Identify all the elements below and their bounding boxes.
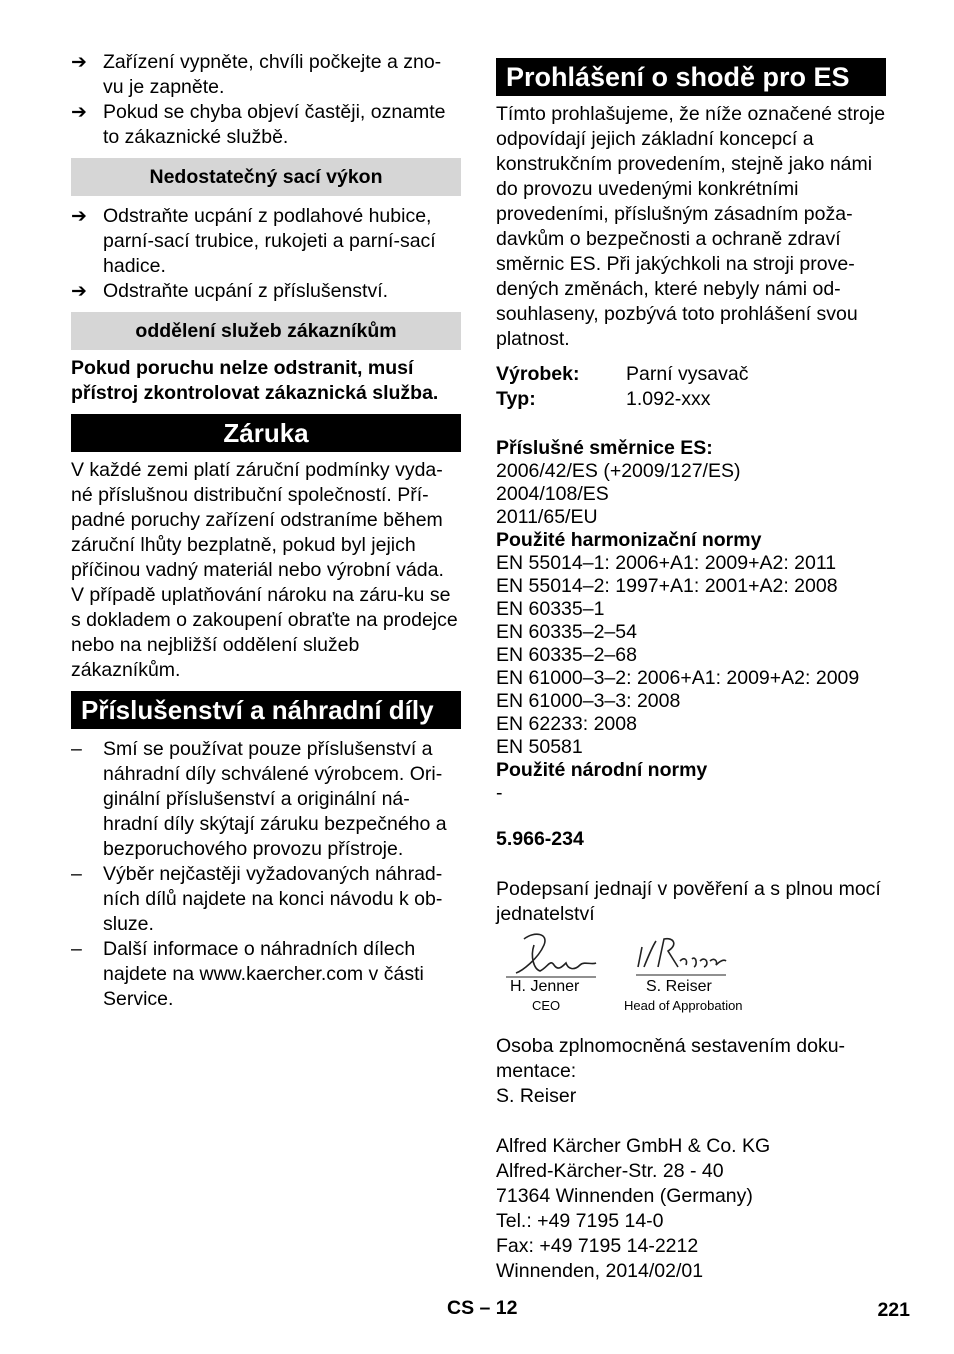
type-label: Typ: — [496, 388, 536, 410]
section-heading-declaration: Prohlášení o shodě pro ES — [496, 58, 886, 96]
section-heading-suction: Nedostatečný sací výkon — [71, 158, 461, 196]
directives-title: Příslušné směrnice ES: — [496, 437, 713, 459]
warranty-text: V každé zemi platí záruční podmínky vyda-né příslušnou distribuční společností. Pří-padné poruchy zařízení odstraníme během záruční lhůty bezplatně, pokud byl jejich příčinou vadný materiál nebo výrobní váda. V případě uplatňování nároku na záru-ku se s dokladem o zakoupení obraťte na prodejce nebo na nejbližší oddělení služeb zákazníkům. — [71, 459, 458, 681]
directive-item: 2006/42/ES (+2009/127/ES) — [496, 460, 741, 482]
list-item: ➔ Pokud se chyba objeví častěji, oznamte to zákaznické službě. — [71, 101, 446, 148]
signature-jenner — [504, 931, 599, 981]
harmonized-item: EN 55014–2: 1997+A1: 2001+A2: 2008 — [496, 575, 838, 597]
dash-icon: – — [71, 938, 82, 960]
section-heading-parts: Příslušenství a náhradní díly — [71, 691, 461, 729]
product-label: Výrobek: — [496, 363, 580, 385]
right-column — [496, 58, 886, 1284]
national-title: Použité národní normy — [496, 759, 708, 781]
harmonized-item: EN 61000–3–2: 2006+A1: 2009+A2: 2009 — [496, 667, 860, 689]
list-item: – Smí se používat pouze příslušenství a náhradní díly schválené výrobcem. Ori-ginální příslušenství a originální ná-hradní díly skýtají záruku bezpečného a bezporuchového provozu přístroje. — [71, 738, 447, 860]
footer-language-code: CS – 12 — [447, 1297, 518, 1319]
company-line: Winnenden, 2014/02/01 — [496, 1260, 704, 1282]
company-line: 71364 Winnenden (Germany) — [496, 1185, 753, 1207]
signer2-name: S. Reiser — [646, 978, 712, 995]
company-line: Fax: +49 7195 14-2212 — [496, 1235, 699, 1257]
type-value: 1.092-xxx — [626, 388, 711, 410]
footer-page-number: 221 — [877, 1299, 910, 1321]
list-item: – Výběr nejčastěji vyžadovaných náhrad-ních dílů najdete na konci návodu k ob-sluze. — [71, 863, 443, 935]
doc-number: 5.966-234 — [496, 828, 584, 850]
directive-item: 2011/65/EU — [496, 506, 598, 528]
left-column — [71, 50, 461, 1012]
section-heading-service: oddělení služeb zákazníkům — [71, 312, 461, 350]
product-row — [496, 362, 886, 387]
arrow-right-icon: ➔ — [71, 281, 87, 302]
harmonized-item: EN 62233: 2008 — [496, 713, 637, 735]
directive-item: 2004/108/ES — [496, 483, 609, 505]
service-text: Pokud poruchu nelze odstranit, musí přístroj zkontrolovat zákaznická služba. — [71, 357, 439, 404]
signature-block — [496, 927, 886, 1022]
company-line: Tel.: +49 7195 14-0 — [496, 1210, 664, 1232]
section-heading-warranty: Záruka — [71, 414, 461, 452]
authorized-name: S. Reiser — [496, 1085, 577, 1107]
arrow-right-icon: ➔ — [71, 52, 87, 73]
signer1-role: CEO — [532, 998, 561, 1013]
signer1-name: H. Jenner — [510, 978, 580, 995]
declaration-intro: Tímto prohlašujeme, že níže označené stroje odpovídají jejich základní koncepcí a konstrukčním provedením, stejně jako námi do provozu uvedenými konkrétními provedeními, příslušným zásadním poža-davkům o bezpečnosti a ochraně zdraví směrnic ES. Při jakýchkoli na stroji prove-dených změnách, které nebyly námi od-souhlaseny, pozbývá toto prohlášení svou platnost. — [496, 103, 886, 350]
list-item: ➔ Zařízení vypněte, chvíli počkejte a zno-vu je zapněte. — [71, 51, 442, 98]
harmonized-item: EN 60335–2–54 — [496, 621, 637, 643]
signature-reiser — [634, 931, 729, 981]
harmonized-item: EN 50581 — [496, 736, 583, 758]
harmonized-item: EN 60335–2–68 — [496, 644, 637, 666]
list-item: – Další informace o náhradních dílech najdete na www.kaercher.com v části Service. — [71, 938, 424, 1010]
arrow-right-icon: ➔ — [71, 102, 87, 123]
harmonized-item: EN 60335–1 — [496, 598, 605, 620]
company-line: Alfred Kärcher GmbH & Co. KG — [496, 1135, 771, 1157]
type-row — [496, 387, 886, 412]
dash-icon: – — [71, 738, 82, 760]
company-line: Alfred-Kärcher-Str. 28 - 40 — [496, 1160, 724, 1182]
authorized-text: Osoba zplnomocněná sestavením doku-mentace: — [496, 1035, 846, 1082]
harmonized-item: EN 55014–1: 2006+A1: 2009+A2: 2011 — [496, 552, 837, 574]
list-item: ➔ Odstraňte ucpání z příslušenství. — [71, 280, 389, 302]
harmonized-item: EN 61000–3–3: 2008 — [496, 690, 681, 712]
arrow-right-icon: ➔ — [71, 206, 87, 227]
signed-text: Podepsaní jednají v pověření a s plnou mocí jednatelství — [496, 878, 881, 925]
national-value: - — [496, 782, 503, 804]
dash-icon: – — [71, 863, 82, 885]
product-value: Parní vysavač — [626, 363, 749, 385]
list-item: ➔ Odstraňte ucpání z podlahové hubice, parní-sací trubice, rukojeti a parní-sací hadice. — [71, 205, 436, 277]
harmonized-title: Použité harmonizační normy — [496, 529, 762, 551]
signer2-role: Head of Approbation — [624, 998, 743, 1013]
